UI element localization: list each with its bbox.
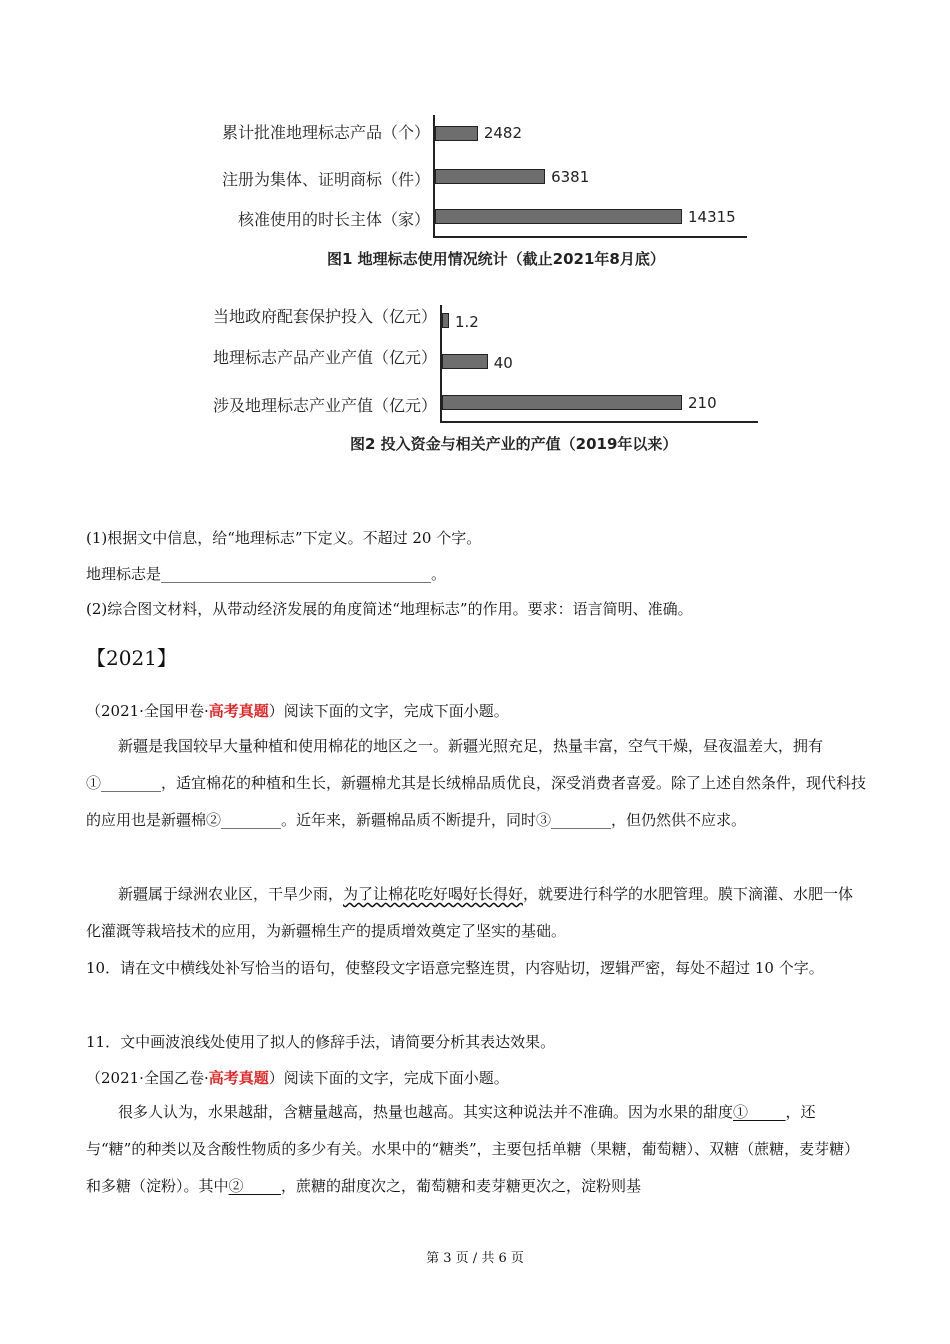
blank-1: ①_____	[733, 1103, 786, 1121]
passage-paragraph-2	[86, 876, 866, 950]
question-1: (1)根据文中信息，给“地理标志”下定义。不超过 20 个字。	[86, 529, 482, 547]
source-line-2	[86, 1067, 509, 1088]
blank-2: ②_____	[228, 1177, 282, 1195]
chart2-bar	[442, 354, 488, 369]
source-suffix: ）阅读下面的文字，完成下面小题。	[268, 1069, 509, 1087]
chart2-bar	[442, 395, 682, 410]
chart1-bar	[435, 126, 478, 141]
source-suffix: ）阅读下面的文字，完成下面小题。	[268, 702, 509, 720]
question-11: 11．文中画波浪线处使用了拟人的修辞手法，请简要分析其表达效果。	[86, 1033, 556, 1051]
chart1-value-label: 14315	[688, 208, 736, 226]
chart1-category-label: 累计批准地理标志产品（个）	[221, 123, 430, 142]
question-2: (2)综合图文材料，从带动经济发展的角度简述“地理标志”的作用。要求：语言简明、准确。	[86, 600, 693, 618]
wavy-underlined-text: 为了让棉花吃好喝好长得好	[343, 885, 524, 903]
question-10: 10．请在文中横线处补写恰当的语句，使整段文字语意完整连贯，内容贴切，逻辑严密，每处不超过 10 个字。	[86, 959, 824, 977]
chart2-value-label: 40	[493, 354, 513, 372]
question-1-fill	[86, 563, 446, 584]
chart2-category-label: 涉及地理标志产业产值（亿元）	[212, 396, 437, 415]
chart1-value-label: 2482	[483, 124, 522, 142]
chart2-category-label: 当地政府配套保护投入（亿元）	[212, 307, 437, 326]
source-line-1	[86, 700, 509, 721]
fill-blank: ____________________________________	[161, 565, 432, 583]
chart1-x-axis	[433, 236, 747, 238]
source-highlight: 高考真题	[208, 702, 269, 720]
passage-paragraph-1: 新疆是我国较早大量种植和使用棉花的地区之一。新疆光照充足，热量丰富，空气干燥，昼夜温差大，拥有①________，适宜棉花的种植和生长，新疆棉尤其是长绒棉品质优良，深受消费者喜爱。除了上述自然条件，现代科技的应用也是新疆棉②________。近年来，新疆棉品质不断提升，同时③________，但仍然供不应求。	[86, 737, 867, 829]
chart2-value-label: 210	[688, 394, 717, 412]
section-title: 【2021】	[86, 646, 177, 670]
chart1-title: 图1 地理标志使用情况统计（截止2021年8月底）	[327, 250, 665, 268]
paragraph-text: 新疆属于绿洲农业区，干旱少雨，	[118, 885, 344, 903]
chart2-bar	[442, 313, 449, 328]
chart1-bar	[435, 209, 682, 224]
paragraph-text: ，蔗糖的甜度次之，葡萄糖和麦芽糖更次之，淀粉则基	[281, 1177, 642, 1195]
paragraph-text: ，还与“糖”的种类以及含酸性物质的多少有关。水果中的“糖类”，主要包括单糖（果糖，葡萄糖）、双糖（蔗糖，麦芽糖）和多糖（淀粉）。其中	[86, 1103, 860, 1195]
source-prefix: （2021·全国乙卷·	[86, 1069, 209, 1087]
chart2-category-label: 地理标志产品产业产值（亿元）	[212, 348, 437, 367]
source-prefix: （2021·全国甲卷·	[86, 702, 209, 720]
passage-paragraph-3	[86, 1094, 866, 1205]
chart2-value-label: 1.2	[455, 313, 479, 331]
chart1-value-label: 6381	[551, 168, 590, 186]
chart1-category-label: 核准使用的时长主体（家）	[237, 210, 430, 229]
page-footer: 第 3 页 / 共 6 页	[426, 1251, 524, 1266]
fill-suffix: 。	[431, 565, 447, 583]
chart1-bar	[435, 169, 545, 184]
source-highlight: 高考真题	[208, 1069, 269, 1087]
chart2-title: 图2 投入资金与相关产业的产值（2019年以来）	[350, 435, 678, 453]
chart2-x-axis	[440, 421, 758, 423]
paragraph-text: ，就要进行科学的水肥管理。膜下滴灌、水肥一体化灌溉等栽培技术的应用，为新疆棉生产的提质增效奠定了坚实的基础。	[86, 885, 854, 940]
chart1-category-label: 注册为集体、证明商标（件）	[221, 170, 430, 189]
fill-prefix: 地理标志是	[86, 565, 162, 583]
paragraph-text: 很多人认为，水果越甜，含糖量越高，热量也越高。其实这种说法并不准确。因为水果的甜度	[118, 1103, 734, 1121]
